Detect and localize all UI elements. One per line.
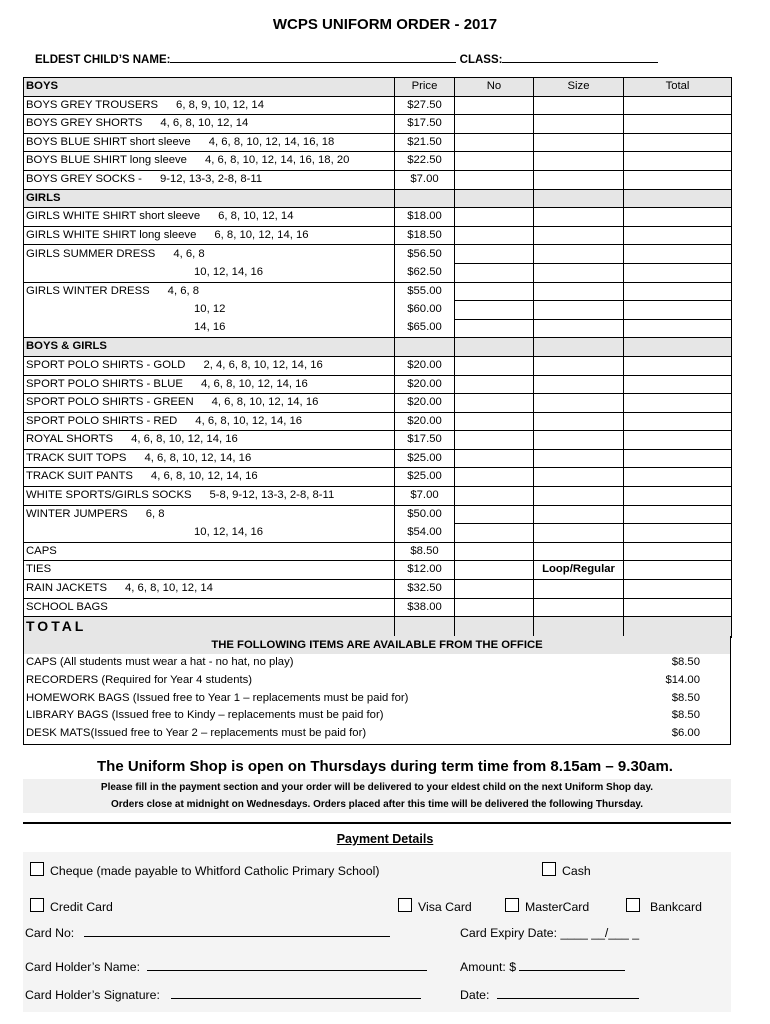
delivery-note: Please fill in the payment section and your order will be delivered to your eldest child on the next Uniform Shop day. <box>23 779 731 796</box>
item-sizes: 4, 6, 8, 10, 12, 14 <box>160 117 249 130</box>
item-sizes: 4, 6, 8, 10, 12, 14, 16 <box>195 414 303 427</box>
office-item-text: RECORDERS (Required for Year 4 students) <box>26 673 253 686</box>
item-cell <box>24 412 395 431</box>
section-header: BOYS & GIRLS <box>24 338 395 357</box>
item-cell <box>24 580 395 599</box>
total-cell[interactable] <box>624 245 732 264</box>
office-item-text: LIBRARY BAGS (Issued free to Kindy – replacements must be paid for) <box>26 709 384 722</box>
size-cell[interactable] <box>534 375 624 394</box>
item-cell <box>24 431 395 450</box>
grand-total-cell[interactable] <box>624 617 732 638</box>
item-cell <box>24 245 395 264</box>
girls-header-row <box>24 189 732 208</box>
total-row <box>24 617 732 638</box>
item-cell <box>24 152 395 171</box>
quantity-cell[interactable] <box>455 431 534 450</box>
item-cell <box>24 282 395 301</box>
amount-field[interactable] <box>519 960 625 971</box>
order-close-note: Orders close at midnight on Wednesdays. Orders placed after this time will be delivered the following Thursday. <box>23 796 731 813</box>
quantity-cell[interactable] <box>455 96 534 115</box>
quantity-cell[interactable] <box>455 542 534 561</box>
item-sizes: 6, 8, 10, 12, 14, 16 <box>214 228 309 241</box>
size-cell[interactable] <box>534 487 624 506</box>
total-cell[interactable] <box>624 394 732 413</box>
bankcard-label: Bankcard <box>650 900 702 914</box>
total-cell[interactable] <box>624 282 732 301</box>
empty-cell <box>455 338 534 357</box>
section-header: BOYS <box>24 78 395 97</box>
date-label: Date: <box>460 988 490 1002</box>
price-cell: $54.00 <box>395 524 455 543</box>
size-cell[interactable] <box>534 524 624 543</box>
card-holder-name-field[interactable] <box>147 960 427 971</box>
eldest-child-row <box>35 52 658 66</box>
item-name: TRACK SUIT TOPS <box>26 451 127 464</box>
office-item <box>24 725 730 743</box>
table-row <box>24 431 732 450</box>
total-cell[interactable] <box>624 412 732 431</box>
item-name: TIES <box>26 563 52 576</box>
size-cell[interactable] <box>534 96 624 115</box>
visa-label: Visa Card <box>418 900 472 914</box>
quantity-cell[interactable] <box>455 152 534 171</box>
item-cell <box>24 542 395 561</box>
mastercard-option[interactable] <box>505 898 589 914</box>
quantity-cell[interactable] <box>455 282 534 301</box>
divider <box>23 822 731 824</box>
table-row <box>24 449 732 468</box>
table-row <box>24 226 732 245</box>
size-cell[interactable] <box>534 542 624 561</box>
price-cell: $25.00 <box>395 449 455 468</box>
total-cell[interactable] <box>624 431 732 450</box>
cheque-option[interactable] <box>30 862 379 878</box>
office-item-text: HOMEWORK BAGS (Issued free to Year 1 – replacements must be paid for) <box>26 691 409 704</box>
quantity-cell[interactable] <box>455 468 534 487</box>
item-cell <box>24 301 395 320</box>
eldest-child-name-field[interactable] <box>170 52 456 63</box>
size-cell[interactable]: Loop/Regular <box>534 561 624 580</box>
item-cell <box>24 524 395 543</box>
class-label: CLASS: <box>459 54 503 66</box>
size-cell[interactable] <box>534 431 624 450</box>
payment-title: Payment Details <box>336 832 434 846</box>
item-sizes: 4, 6, 8 <box>173 247 205 260</box>
size-cell[interactable] <box>534 263 624 282</box>
credit-card-label: Credit Card <box>50 900 113 914</box>
quantity-cell[interactable] <box>455 598 534 617</box>
price-cell: $20.00 <box>395 412 455 431</box>
size-cell[interactable] <box>534 282 624 301</box>
item-name: ROYAL SHORTS <box>26 433 114 446</box>
item-cell <box>24 208 395 227</box>
item-sizes: 14, 16 <box>194 321 226 334</box>
quantity-cell[interactable] <box>455 356 534 375</box>
item-cell <box>24 133 395 152</box>
price-cell: $62.50 <box>395 263 455 282</box>
quantity-cell[interactable] <box>455 561 534 580</box>
empty-cell <box>395 617 455 638</box>
item-name: BOYS BLUE SHIRT long sleeve <box>26 154 187 167</box>
total-cell[interactable] <box>624 208 732 227</box>
empty-cell <box>624 338 732 357</box>
table-row <box>24 505 732 524</box>
table-row <box>24 170 732 189</box>
total-cell[interactable] <box>624 598 732 617</box>
boys-girls-header-row <box>24 338 732 357</box>
bankcard-checkbox[interactable] <box>626 898 640 912</box>
size-cell[interactable] <box>534 319 624 338</box>
table-row <box>24 245 732 264</box>
item-sizes: 10, 12, 14, 16 <box>194 526 264 538</box>
total-header: Total <box>624 78 732 97</box>
item-sizes: 4, 6, 8, 10, 12, 14, 16, 18 <box>208 135 335 148</box>
card-holder-name-label: Card Holder’s Name: <box>25 960 141 974</box>
amount-label: Amount: $ <box>460 960 517 974</box>
table-row <box>24 468 732 487</box>
office-item-price: $6.00 <box>671 727 700 740</box>
item-sizes: 10, 12 <box>194 303 226 316</box>
price-cell: $38.00 <box>395 598 455 617</box>
table-row <box>24 524 732 543</box>
item-sizes: 9-12, 13-3, 2-8, 8-11 <box>159 172 263 185</box>
price-cell: $65.00 <box>395 319 455 338</box>
shop-hours: The Uniform Shop is open on Thursdays during term time from 8.15am – 9.30am. <box>97 758 673 775</box>
table-row <box>24 542 732 561</box>
item-sizes: 4, 6, 8, 10, 12, 14 <box>124 582 213 595</box>
quantity-cell[interactable] <box>455 487 534 506</box>
table-row <box>24 356 732 375</box>
size-cell[interactable] <box>534 301 624 320</box>
price-cell: $20.00 <box>395 356 455 375</box>
cash-checkbox[interactable] <box>542 862 556 876</box>
item-cell <box>24 505 395 524</box>
credit-card-checkbox[interactable] <box>30 898 44 912</box>
total-cell[interactable] <box>624 468 732 487</box>
price-cell: $55.00 <box>395 282 455 301</box>
mastercard-checkbox[interactable] <box>505 898 519 912</box>
total-cell[interactable] <box>624 170 732 189</box>
office-item-text: DESK MATS(Issued free to Year 2 – replacements must be paid for) <box>26 727 367 740</box>
price-cell: $18.50 <box>395 226 455 245</box>
total-cell[interactable] <box>624 226 732 245</box>
total-cell[interactable] <box>624 505 732 524</box>
item-name: GIRLS WHITE SHIRT short sleeve <box>26 210 201 223</box>
total-cell[interactable] <box>624 375 732 394</box>
quantity-cell[interactable] <box>455 133 534 152</box>
item-sizes: 10, 12, 14, 16 <box>194 265 264 278</box>
table-row <box>24 152 732 171</box>
item-sizes: 4, 6, 8, 10, 12, 14, 16 <box>144 451 252 464</box>
cheque-label: Cheque (made payable to Whitford Catholic Primary School) <box>50 864 380 878</box>
item-name: SPORT POLO SHIRTS - RED <box>26 414 178 427</box>
quantity-cell[interactable] <box>455 449 534 468</box>
size-cell[interactable] <box>534 394 624 413</box>
no-header: No <box>455 78 534 97</box>
item-cell <box>24 468 395 487</box>
item-name: CAPS <box>26 544 57 557</box>
size-cell[interactable] <box>534 115 624 134</box>
price-cell: $22.50 <box>395 152 455 171</box>
price-cell: $27.50 <box>395 96 455 115</box>
empty-cell <box>534 617 624 638</box>
quantity-cell[interactable] <box>455 505 534 524</box>
signature-row <box>25 988 421 1002</box>
quantity-cell[interactable] <box>455 301 534 320</box>
quantity-cell[interactable] <box>455 245 534 264</box>
office-item <box>24 690 730 708</box>
price-cell: $56.50 <box>395 245 455 264</box>
price-cell: $21.50 <box>395 133 455 152</box>
quantity-cell[interactable] <box>455 208 534 227</box>
empty-cell <box>534 338 624 357</box>
section-header: GIRLS <box>24 189 395 208</box>
empty-cell <box>455 189 534 208</box>
total-cell[interactable] <box>624 561 732 580</box>
quantity-cell[interactable] <box>455 394 534 413</box>
total-cell[interactable] <box>624 301 732 320</box>
card-expiry[interactable]: Card Expiry Date: ____ __/___ _ <box>460 926 640 940</box>
item-name: SCHOOL BAGS <box>26 600 108 613</box>
total-cell[interactable] <box>624 542 732 561</box>
item-cell <box>24 96 395 115</box>
office-items-box <box>23 636 731 745</box>
total-label: TOTAL <box>24 617 395 638</box>
item-name: GIRLS WINTER DRESS <box>26 284 150 297</box>
visa-checkbox[interactable] <box>398 898 412 912</box>
cash-label: Cash <box>562 864 591 878</box>
item-cell <box>24 394 395 413</box>
office-item-price: $8.50 <box>671 656 700 668</box>
item-name: RAIN JACKETS <box>26 582 107 595</box>
size-cell[interactable] <box>534 133 624 152</box>
price-cell: $18.00 <box>395 208 455 227</box>
quantity-cell[interactable] <box>455 412 534 431</box>
card-number-label: Card No: <box>25 926 75 940</box>
size-cell[interactable] <box>534 152 624 171</box>
quantity-cell[interactable] <box>455 580 534 599</box>
total-cell[interactable] <box>624 580 732 599</box>
item-sizes: 2, 4, 6, 8, 10, 12, 14, 16 <box>203 358 323 371</box>
size-cell[interactable] <box>534 245 624 264</box>
price-cell: $50.00 <box>395 505 455 524</box>
size-cell[interactable] <box>534 412 624 431</box>
total-cell[interactable] <box>624 133 732 152</box>
mastercard-label: MasterCard <box>525 900 590 914</box>
table-row <box>24 375 732 394</box>
size-cell[interactable] <box>534 468 624 487</box>
cheque-checkbox[interactable] <box>30 862 44 876</box>
price-cell: $25.00 <box>395 468 455 487</box>
total-cell[interactable] <box>624 356 732 375</box>
quantity-cell[interactable] <box>455 375 534 394</box>
visa-option[interactable] <box>398 898 472 914</box>
table-row <box>24 208 732 227</box>
price-cell: $32.50 <box>395 580 455 599</box>
office-item-price: $14.00 <box>665 673 700 686</box>
item-sizes: 4, 6, 8, 10, 12, 14, 16 <box>211 396 319 409</box>
card-holder-name-row <box>25 960 427 974</box>
item-sizes: 6, 8, 10, 12, 14 <box>218 210 294 223</box>
amount-row <box>460 960 625 974</box>
item-cell <box>24 487 395 506</box>
item-name: WINTER JUMPERS <box>26 507 128 520</box>
date-row <box>460 988 639 1002</box>
quantity-cell[interactable] <box>455 263 534 282</box>
price-header: Price <box>395 78 455 97</box>
item-cell <box>24 226 395 245</box>
item-name: WHITE SPORTS/GIRLS SOCKS <box>26 489 192 502</box>
total-cell[interactable] <box>624 263 732 282</box>
item-cell <box>24 561 395 580</box>
empty-cell <box>534 189 624 208</box>
size-header: Size <box>534 78 624 97</box>
item-cell <box>24 319 395 338</box>
item-name: BOYS GREY SHORTS <box>26 117 143 130</box>
item-name: SPORT POLO SHIRTS - BLUE <box>26 377 183 390</box>
size-cell[interactable] <box>534 170 624 189</box>
item-name: BOYS GREY TROUSERS <box>26 98 159 111</box>
item-sizes: 5-8, 9-12, 13-3, 2-8, 8-11 <box>209 489 335 502</box>
price-cell: $20.00 <box>395 375 455 394</box>
table-row <box>24 263 732 282</box>
size-cell[interactable] <box>534 226 624 245</box>
table-row <box>24 133 732 152</box>
item-name: GIRLS SUMMER DRESS <box>26 247 156 260</box>
order-table <box>23 77 732 638</box>
item-name: SPORT POLO SHIRTS - GOLD <box>26 358 186 371</box>
table-row <box>24 394 732 413</box>
item-cell <box>24 598 395 617</box>
table-row <box>24 487 732 506</box>
size-cell[interactable] <box>534 208 624 227</box>
date-field[interactable] <box>497 988 639 999</box>
office-item <box>24 672 730 690</box>
card-number-field[interactable] <box>84 926 390 937</box>
bankcard-option[interactable] <box>626 898 702 914</box>
price-cell: $12.00 <box>395 561 455 580</box>
total-cell[interactable] <box>624 524 732 543</box>
item-cell <box>24 115 395 134</box>
item-name: TRACK SUIT PANTS <box>26 470 133 483</box>
table-row <box>24 301 732 320</box>
quantity-cell[interactable] <box>455 170 534 189</box>
item-sizes: 4, 6, 8, 10, 12, 14, 16 <box>131 433 238 446</box>
size-cell[interactable] <box>534 580 624 599</box>
office-items-header: THE FOLLOWING ITEMS ARE AVAILABLE FROM THE OFFICE <box>24 636 730 654</box>
item-cell <box>24 263 395 282</box>
item-sizes: 6, 8, 9, 10, 12, 14 <box>176 98 264 111</box>
item-name: GIRLS WHITE SHIRT long sleeve <box>26 228 197 241</box>
quantity-cell[interactable] <box>455 524 534 543</box>
size-cell[interactable] <box>534 449 624 468</box>
table-row <box>24 561 732 580</box>
table-row <box>24 282 732 301</box>
price-cell: $7.00 <box>395 170 455 189</box>
empty-cell <box>455 617 534 638</box>
empty-cell <box>395 338 455 357</box>
item-cell <box>24 449 395 468</box>
item-name: BOYS BLUE SHIRT short sleeve <box>26 135 191 148</box>
total-cell[interactable] <box>624 115 732 134</box>
quantity-cell[interactable] <box>455 226 534 245</box>
boys-header-row <box>24 78 732 97</box>
page-title: WCPS UNIFORM ORDER - 2017 <box>272 16 498 33</box>
item-cell <box>24 375 395 394</box>
class-field[interactable] <box>502 52 658 63</box>
item-sizes: 6, 8 <box>145 507 165 520</box>
office-item-price: $8.50 <box>671 691 700 704</box>
table-row <box>24 319 732 338</box>
table-row <box>24 580 732 599</box>
item-sizes: 4, 6, 8, 10, 12, 14, 16, 18, 20 <box>204 154 350 167</box>
price-cell: $60.00 <box>395 301 455 320</box>
table-row <box>24 412 732 431</box>
office-item <box>24 654 730 672</box>
empty-cell <box>624 189 732 208</box>
office-item-price: $8.50 <box>671 709 700 722</box>
price-cell: $17.50 <box>395 115 455 134</box>
quantity-cell[interactable] <box>455 115 534 134</box>
total-cell[interactable] <box>624 152 732 171</box>
size-cell[interactable] <box>534 505 624 524</box>
item-sizes: 4, 6, 8 <box>167 284 200 297</box>
quantity-cell[interactable] <box>455 319 534 338</box>
item-sizes: 4, 6, 8, 10, 12, 14, 16 <box>200 377 308 390</box>
total-cell[interactable] <box>624 449 732 468</box>
total-cell[interactable] <box>624 319 732 338</box>
table-row <box>24 115 732 134</box>
signature-label: Card Holder’s Signature: <box>25 988 160 1002</box>
card-number-row <box>25 926 390 940</box>
eldest-child-label: ELDEST CHILD’S NAME: <box>35 54 171 66</box>
item-name: SPORT POLO SHIRTS - GREEN <box>26 396 194 409</box>
empty-cell <box>395 189 455 208</box>
total-cell[interactable] <box>624 96 732 115</box>
signature-field[interactable] <box>171 988 421 999</box>
item-name: BOYS GREY SOCKS - <box>26 172 142 185</box>
total-cell[interactable] <box>624 487 732 506</box>
credit-card-option[interactable] <box>30 898 113 914</box>
cash-option[interactable] <box>542 862 591 878</box>
item-cell <box>24 170 395 189</box>
office-item-text: CAPS (All students must wear a hat - no hat, no play) <box>26 656 294 668</box>
table-row <box>24 96 732 115</box>
table-row <box>24 598 732 617</box>
size-cell[interactable] <box>534 598 624 617</box>
item-cell <box>24 356 395 375</box>
price-cell: $17.50 <box>395 431 455 450</box>
price-cell: $20.00 <box>395 394 455 413</box>
item-sizes: 4, 6, 8, 10, 12, 14, 16 <box>150 470 258 483</box>
price-cell: $8.50 <box>395 542 455 561</box>
office-item <box>24 707 730 725</box>
size-cell[interactable] <box>534 356 624 375</box>
price-cell: $7.00 <box>395 487 455 506</box>
